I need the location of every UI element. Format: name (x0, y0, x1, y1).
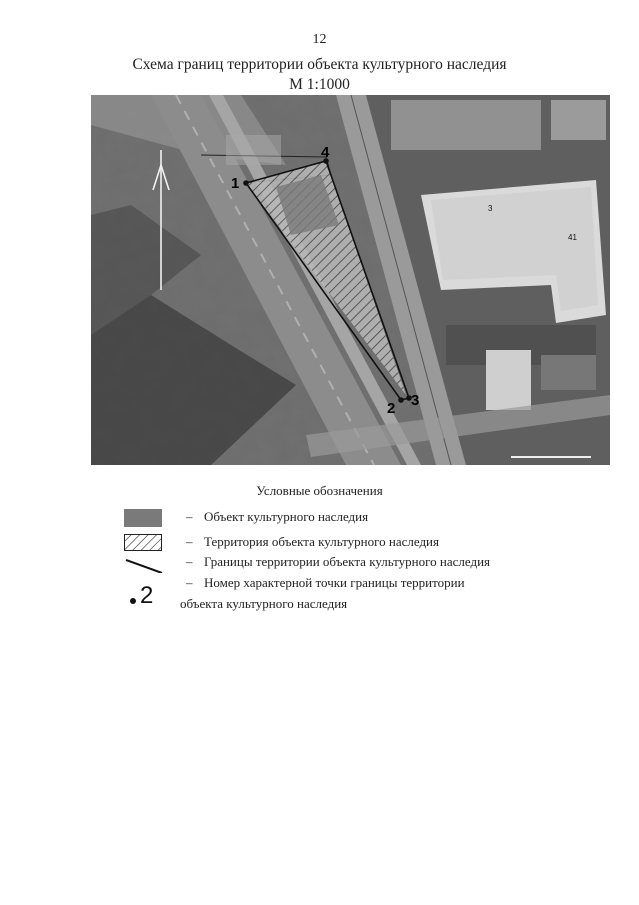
legend-title: Условные обозначения (256, 483, 383, 498)
scale-label: М 1:1000 (289, 76, 350, 93)
legend-swatch-line (124, 553, 164, 573)
legend-text: Номер характерной точки границы территории (204, 575, 465, 590)
legend-item-heritage-territory (124, 533, 604, 553)
legend-swatch-point (126, 582, 166, 614)
parcel-label-41: 41 (568, 233, 577, 242)
legend-swatch-heritage-object (124, 508, 164, 528)
legend-text: Территория объекта культурного наследия (204, 534, 439, 549)
point-label-3: 3 (411, 392, 420, 409)
legend-text: Объект культурного наследия (204, 509, 369, 524)
point-dot-icon (130, 598, 136, 604)
point-label-2: 2 (387, 400, 396, 417)
legend-dash: – (186, 575, 193, 590)
point-label-4: 4 (321, 144, 330, 161)
aerial-map (91, 95, 610, 465)
point-label-1: 1 (231, 175, 240, 192)
legend-item-point-number (124, 574, 604, 594)
legend-sample-point-number: 2 (140, 582, 154, 609)
legend-dash: – (186, 509, 193, 524)
scheme-title: Схема границ территории объекта культурного наследия (132, 56, 507, 73)
legend-swatch-hatched (124, 533, 164, 553)
legend-dash: – (186, 534, 193, 549)
legend-item-heritage-object (124, 508, 604, 528)
legend-text-continuation: объекта культурного наследия (180, 596, 348, 611)
parcel-label-3: 3 (488, 204, 493, 213)
page-number: 12 (312, 32, 327, 47)
map-canvas (91, 95, 610, 465)
legend-text: Границы территории объекта культурного наследия (204, 554, 491, 569)
legend-dash: – (186, 554, 193, 569)
legend-item-boundary (124, 553, 604, 573)
